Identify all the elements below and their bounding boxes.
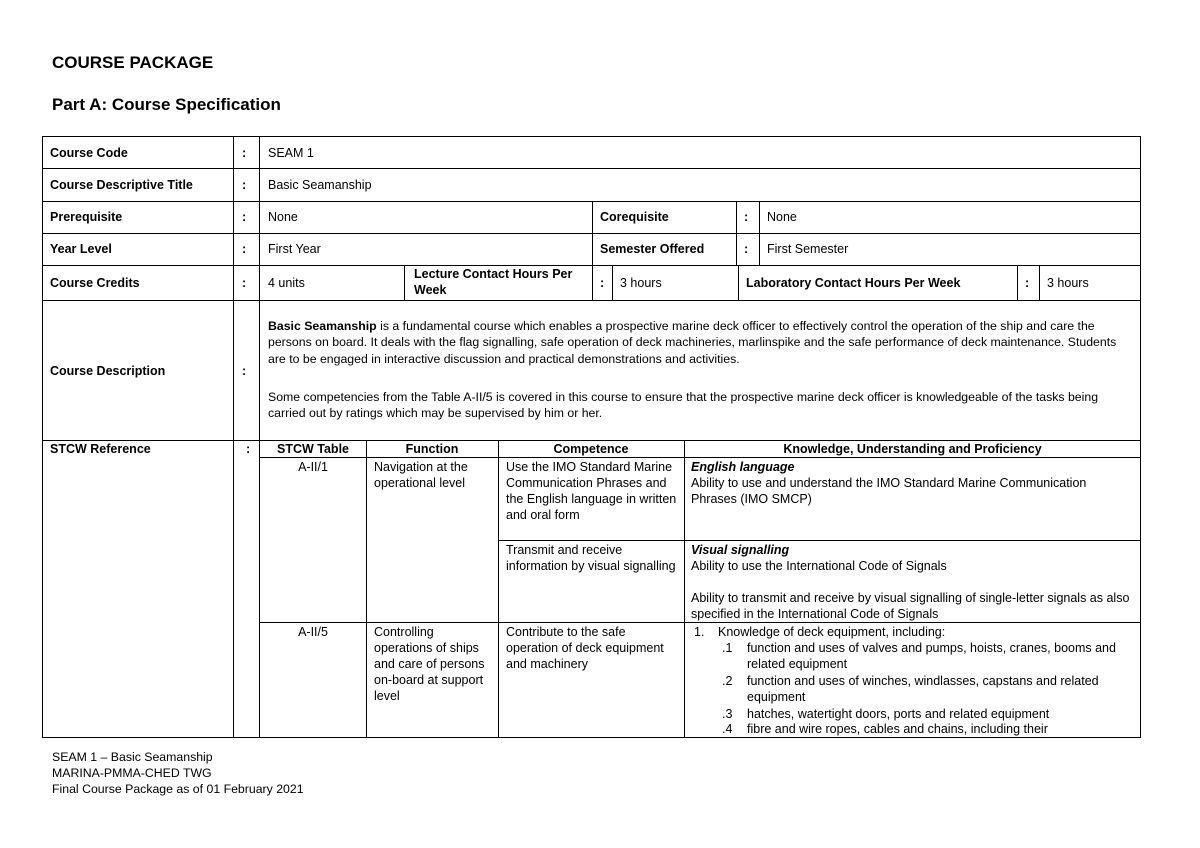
col-divider: [736, 201, 737, 265]
credits-colon: :: [242, 276, 247, 290]
stcw-table-a2-5: A-II/5: [298, 625, 328, 639]
competence-english: Use the IMO Standard Marine Communication Phrases and the English language in written and oral form: [506, 460, 677, 522]
lab-hours-colon: :: [1025, 276, 1030, 290]
row-divider: [42, 300, 1141, 301]
stcw-subrow-divider: [498, 540, 1141, 541]
corequisite-label: Corequisite: [600, 210, 669, 224]
knowledge-subitem-text: hatches, watertight doors, ports and related equipment: [747, 707, 1050, 721]
corequisite-value: None: [767, 210, 797, 224]
course-title-label: Course Descriptive Title: [50, 178, 193, 192]
description-text-1: is a fundamental course which enables a prospective marine deck officer to effectively control the operation of the ship and care the persons on board. It deals with the flag signalling, safe operation of deck machineries, marlinspike and the safe performance of deck maintenance. Students are to be engaged in interactive discussion and practical demonstrations and activities.: [268, 319, 1117, 366]
stcw-row-divider: [260, 622, 1141, 623]
function-a2-5: Controlling operations of ships and care of persons on-board at support level: [374, 625, 485, 703]
prerequisite-label: Prerequisite: [50, 210, 123, 224]
course-code-colon: :: [242, 146, 247, 160]
stcw-header-competence: Competence: [553, 442, 629, 456]
knowledge-visual-text-1: Ability to use the International Code of Signals: [691, 559, 947, 573]
stcw-header-table: STCW Table: [277, 442, 349, 456]
lecture-hours-colon: :: [600, 276, 605, 290]
document-heading: COURSE PACKAGE: [52, 53, 214, 72]
knowledge-subitem-number: .2: [722, 674, 733, 688]
col-divider: [1017, 265, 1018, 300]
stcw-header-divider: [260, 457, 1141, 458]
description-course-name: Basic Seamanship: [268, 319, 377, 333]
year-level-value: First Year: [268, 242, 321, 256]
col-divider: [592, 265, 593, 300]
year-level-colon: :: [242, 242, 247, 256]
col-divider: [612, 265, 613, 300]
document-subheading: Part A: Course Specification: [52, 95, 281, 114]
semester-value: First Semester: [767, 242, 849, 256]
course-code-value: SEAM 1: [268, 146, 314, 160]
competence-visual: Transmit and receive information by visual signalling: [506, 543, 676, 573]
col-divider: [404, 265, 405, 300]
course-title-colon: :: [242, 178, 247, 192]
knowledge-subitem-number: .1: [722, 641, 733, 655]
footer-org-line: MARINA-PMMA-CHED TWG: [52, 766, 212, 780]
knowledge-item-number: 1.: [694, 625, 705, 639]
knowledge-subitem-text: function and uses of valves and pumps, hoists, cranes, booms and related equipment: [747, 641, 1116, 671]
col-divider: [1039, 265, 1040, 300]
function-a2-1: Navigation at the operational level: [374, 460, 468, 490]
description-label: Course Description: [50, 364, 166, 378]
knowledge-english-text: Ability to use and understand the IMO Standard Marine Communication Phrases (IMO SMCP): [691, 476, 1087, 506]
footer-course-line: SEAM 1 – Basic Seamanship: [52, 750, 213, 764]
knowledge-subitem-text: fibre and wire ropes, cables and chains, including their: [747, 722, 1048, 736]
course-title-value: Basic Seamanship: [268, 178, 372, 192]
corequisite-colon: :: [744, 210, 749, 224]
stcw-header-knowledge: Knowledge, Understanding and Proficiency: [783, 442, 1042, 456]
knowledge-english-title: English language: [691, 460, 795, 474]
stcw-reference-label: STCW Reference: [50, 442, 151, 456]
knowledge-visual-text-2: Ability to transmit and receive by visual signalling of single-letter signals as also specified in the International Code of Signals: [691, 591, 1130, 621]
col-divider: [233, 136, 234, 738]
knowledge-visual-title: Visual signalling: [691, 543, 790, 557]
description-paragraph-2: Some competencies from the Table A-II/5 is covered in this course to ensure that the prospective marine deck officer is knowledgeable of the tasks being carried out by ratings which may be supervised by him or her.: [268, 390, 1099, 421]
stcw-table-a2-1: A-II/1: [298, 460, 328, 474]
course-code-label: Course Code: [50, 146, 128, 160]
stcw-col-divider: [366, 440, 367, 738]
col-divider: [738, 265, 739, 300]
stcw-col-divider: [684, 440, 685, 738]
semester-label: Semester Offered: [600, 242, 705, 256]
credits-label: Course Credits: [50, 276, 140, 290]
stcw-header-function: Function: [405, 442, 459, 456]
knowledge-subitem-number: .4: [722, 722, 733, 736]
lab-hours-value: 3 hours: [1047, 276, 1089, 290]
prerequisite-value: None: [268, 210, 298, 224]
description-paragraph-1: [268, 318, 1134, 367]
row-divider: [42, 168, 1141, 169]
stcw-col-divider: [498, 440, 499, 738]
knowledge-subitem-text: function and uses of winches, windlasses, capstans and related equipment: [747, 674, 1099, 704]
year-level-label: Year Level: [50, 242, 112, 256]
competence-deck-equipment: Contribute to the safe operation of deck equipment and machinery: [506, 625, 664, 671]
lecture-hours-value: 3 hours: [620, 276, 662, 290]
knowledge-deck-equipment-heading: Knowledge of deck equipment, including:: [718, 625, 946, 639]
credits-value: 4 units: [268, 276, 305, 290]
col-divider: [259, 136, 260, 738]
semester-colon: :: [744, 242, 749, 256]
footer-date-line: Final Course Package as of 01 February 2021: [52, 782, 304, 796]
lecture-hours-label: Lecture Contact Hours Per Week: [414, 267, 573, 297]
prerequisite-colon: :: [242, 210, 247, 224]
col-divider: [592, 201, 593, 265]
lab-hours-label: Laboratory Contact Hours Per Week: [746, 276, 961, 290]
stcw-reference-colon: :: [246, 442, 251, 456]
knowledge-subitem-number: .3: [722, 707, 733, 721]
col-divider: [759, 201, 760, 265]
description-colon: :: [242, 364, 247, 378]
